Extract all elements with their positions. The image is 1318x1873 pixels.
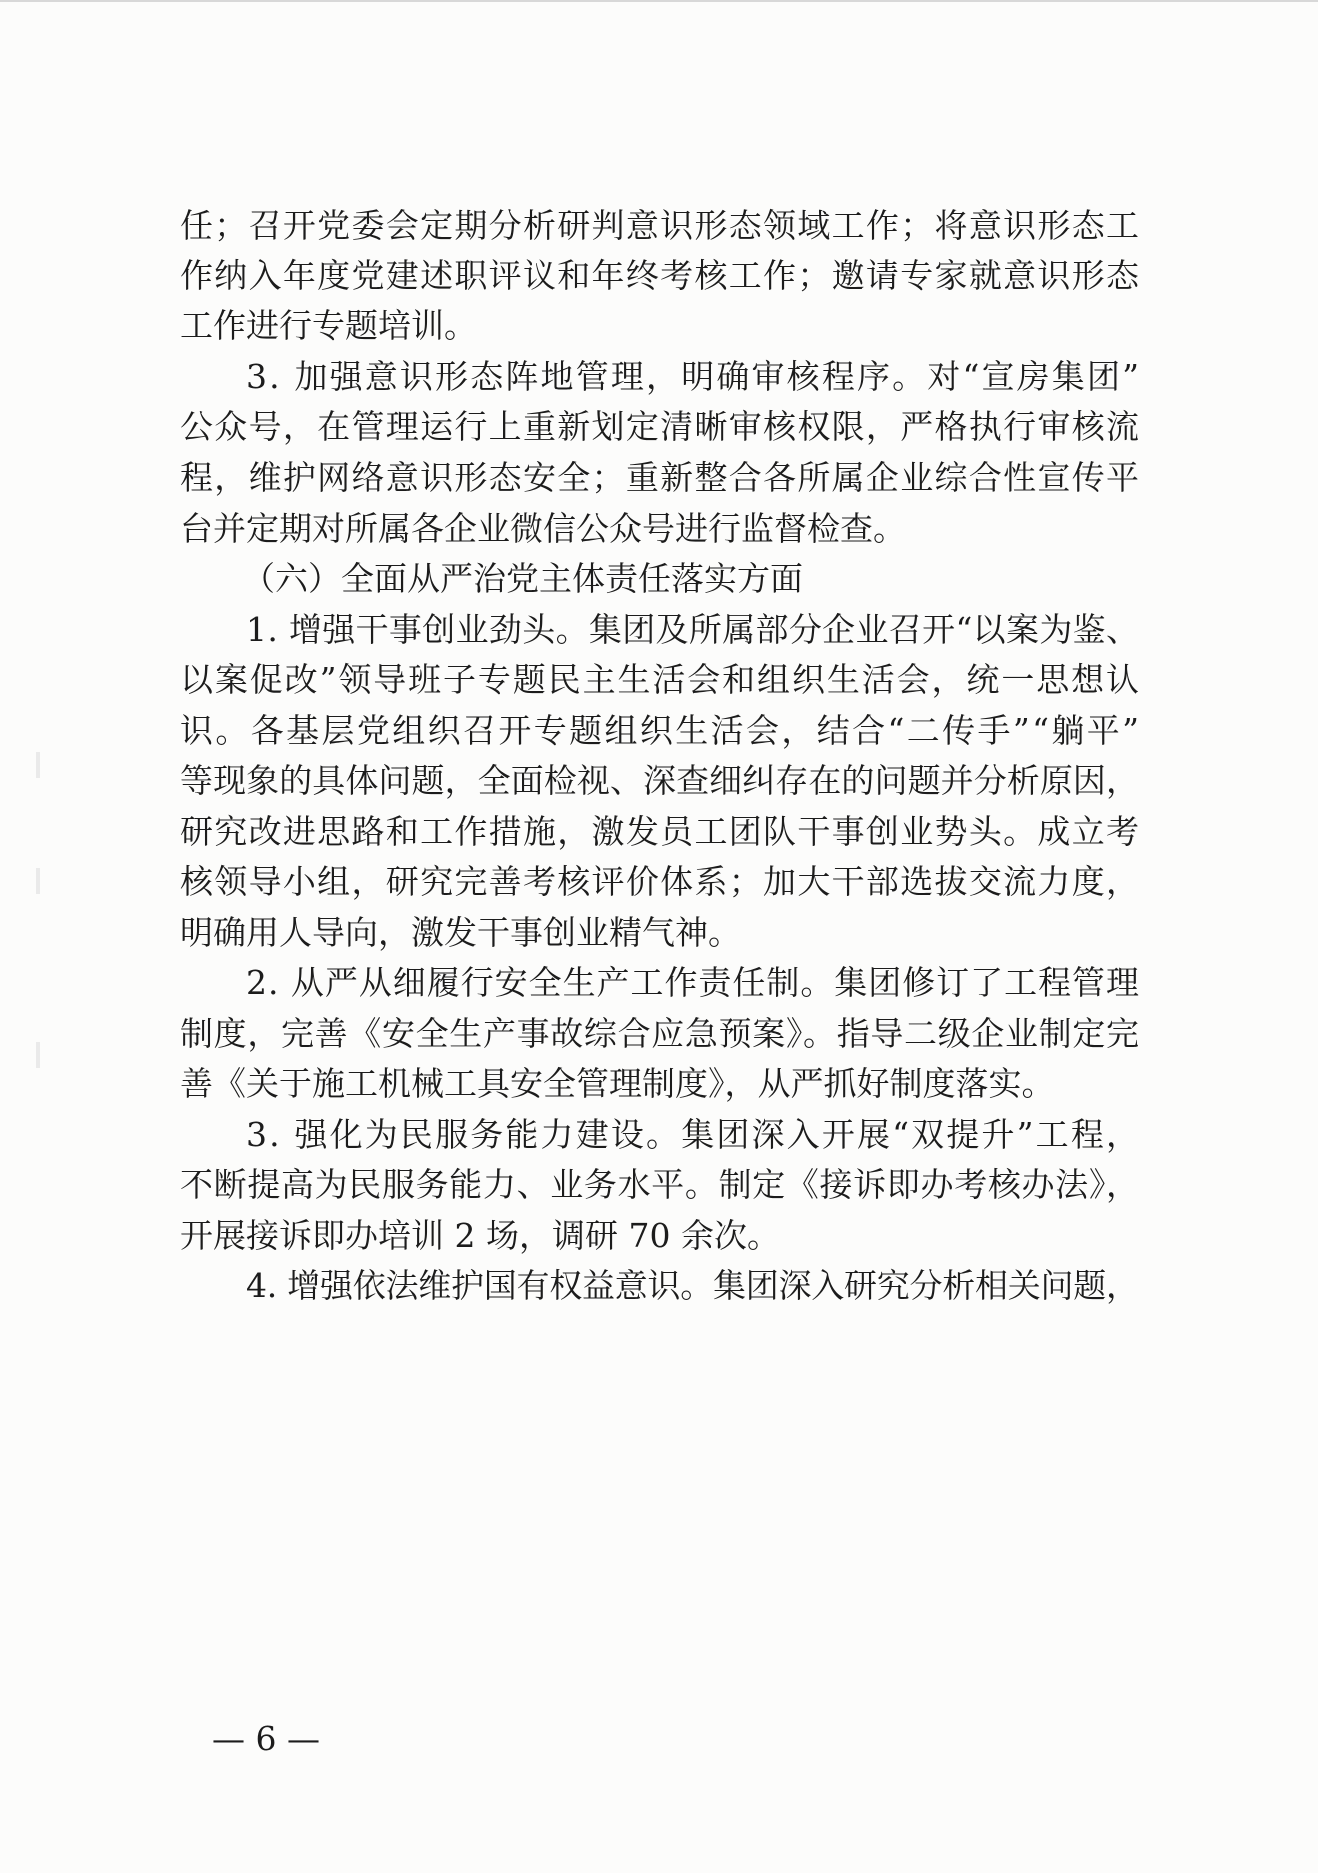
- text-line-content: 识。各基层党组织召开专题组织生活会，结合“二传手”“躺平”: [180, 711, 1142, 750]
- text-line-content: 2. 从严从细履行安全生产工作责任制。集团修订了工程管理: [246, 963, 1140, 1002]
- text-line-content: 工作进行专题培训。: [180, 306, 477, 345]
- text-line-content: 核领导小组，研究完善考核评价体系；加大干部选拔交流力度，: [180, 862, 1141, 901]
- text-line-content: 3. 加强意识形态阵地管理，明确审核程序。对“宣房集团”: [246, 357, 1142, 396]
- text-line-content: 4. 增强依法维护国有权益意识。集团深入研究分析相关问题，: [246, 1266, 1139, 1305]
- text-line-content: 公众号，在管理运行上重新划定清晰审核权限，严格执行审核流: [180, 407, 1141, 446]
- page-number: — 6 —: [212, 1719, 320, 1758]
- scan-edge: [0, 0, 1318, 2]
- text-line-content: 任；召开党委会定期分析研判意识形态领域工作；将意识形态工: [180, 206, 1141, 245]
- text-line-content: 明确用人导向，激发干事创业精气神。: [180, 913, 741, 952]
- text-line-content: 不断提高为民服务能力、业务水平。制定《接诉即办考核办法》，: [180, 1165, 1140, 1204]
- text-line-content: 制度，完善《安全生产事故综合应急预案》。指导二级企业制定完: [180, 1014, 1140, 1053]
- text-line-content: 程，维护网络意识形态安全；重新整合各所属企业综合性宣传平: [180, 458, 1141, 497]
- text-line-content: 1. 增强干事创业劲头。集团及所属部分企业召开“以案为鉴、: [246, 610, 1140, 649]
- text-line-content: （六）全面从严治党主体责任落实方面: [242, 559, 803, 598]
- text-line-content: 研究改进思路和工作措施，激发员工团队干事创业势头。成立考: [180, 812, 1141, 851]
- text-line-content: 等现象的具体问题，全面检视、深查细纠存在的问题并分析原因，: [180, 761, 1140, 800]
- text-line-content: 3. 强化为民服务能力建设。集团深入开展“双提升”工程，: [246, 1115, 1142, 1154]
- text-line-content: 作纳入年度党建述职评议和年终考核工作；邀请专家就意识形态: [180, 256, 1141, 295]
- text-line-content: 以案促改”领导班子专题民主生活会和组织生活会，统一思想认: [180, 660, 1141, 699]
- text-line-content: 开展接诉即办培训 2 场，调研 70 余次。: [180, 1216, 780, 1255]
- text-line: [0, 1256, 1318, 1316]
- text-line-content: 台并定期对所属各企业微信公众号进行监督检查。: [180, 509, 906, 548]
- text-line-content: 善《关于施工机械工具安全管理制度》，从严抓好制度落实。: [180, 1064, 1055, 1103]
